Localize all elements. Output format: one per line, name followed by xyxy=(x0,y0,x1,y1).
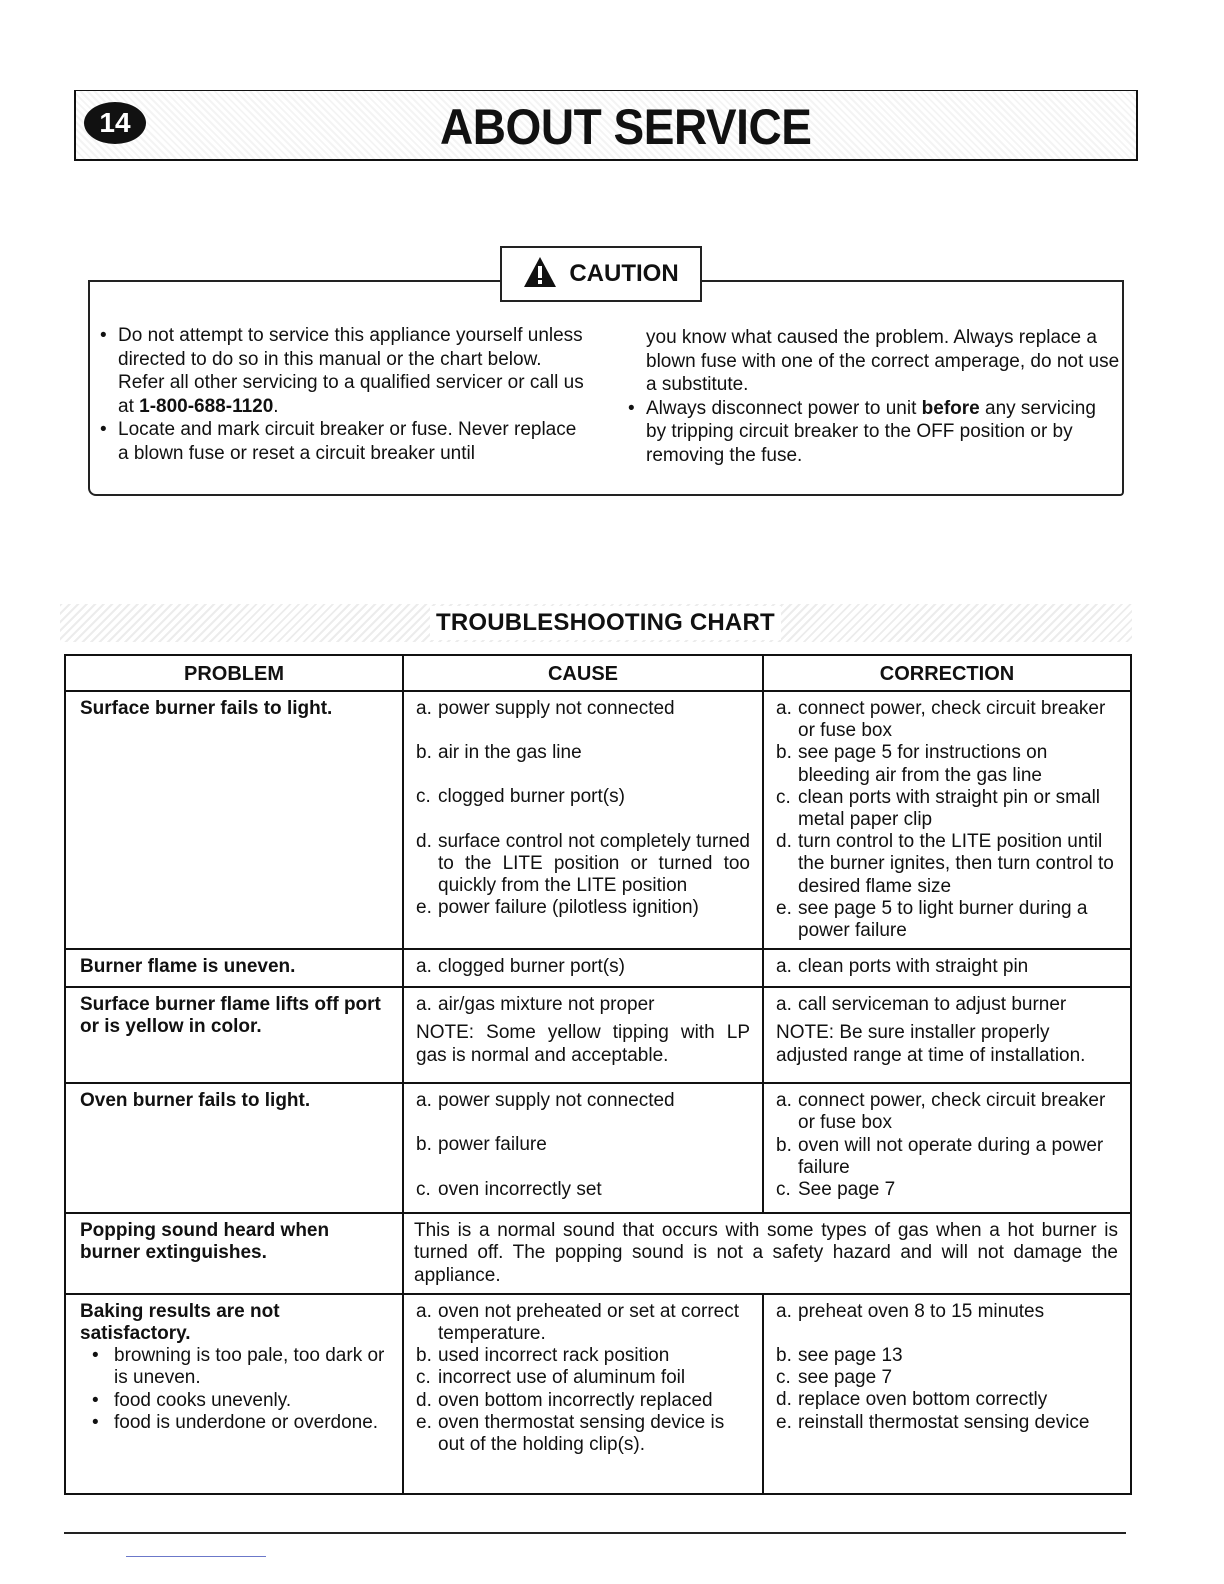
caution-bullet xyxy=(96,418,588,465)
cause-item: d. surface control not completely turned to the LITE position or turned too quickly from the LITE position xyxy=(416,830,750,897)
column-header-correction: CORRECTION xyxy=(763,655,1131,691)
caution-divider xyxy=(700,280,1122,282)
cause-item: c. oven incorrectly set xyxy=(416,1178,602,1200)
caution-bullet-text: Do not attempt to service this appliance yourself unless directed to do so in this manual or the chart below. Refer all other servicing to a qualified servicer or call us at xyxy=(118,325,584,417)
troubleshooting-table xyxy=(64,654,1132,1495)
caution-divider xyxy=(88,280,502,282)
table-header-row xyxy=(65,655,1131,691)
cause-item: a. air/gas mixture not proper xyxy=(416,994,655,1016)
cause-cell xyxy=(403,1294,763,1494)
problem-cell: Oven burner fails to light. xyxy=(65,1083,403,1213)
correction-cell xyxy=(763,691,1131,949)
caution-label xyxy=(500,246,702,302)
problem-cell: Popping sound heard when burner extinguishes. xyxy=(65,1213,403,1294)
cause-item: b. air in the gas line xyxy=(416,742,582,764)
problem-cell: Surface burner fails to light. xyxy=(65,691,403,949)
cause-cell xyxy=(403,691,763,949)
problem-bullet: • food is underdone or overdone. xyxy=(80,1412,390,1434)
footer-rule xyxy=(64,1532,1126,1534)
correction-item: c. clean ports with straight pin or small metal paper clip xyxy=(776,786,1101,831)
correction-cell xyxy=(763,949,1131,987)
correction-item: a. preheat oven 8 to 15 minutes xyxy=(776,1300,1045,1322)
merged-cause-correction-cell: This is a normal sound that occurs with some types of gas when a hot burner is turned off. The popping sound is not a safety hazard and will not damage the appliance. xyxy=(403,1213,1131,1294)
cause-item: e. power failure (pilotless ignition) xyxy=(416,897,699,919)
correction-item: a. clean ports with straight pin xyxy=(776,956,1029,978)
cause-item: a. power supply not connected xyxy=(416,698,675,719)
cause-item: a. oven not preheated or set at correct temperature. xyxy=(416,1300,740,1345)
correction-item: c. See page 7 xyxy=(776,1179,896,1201)
correction-cell xyxy=(763,1083,1131,1213)
correction-item: b. see page 5 for instructions on bleeding air from the gas line xyxy=(776,742,1048,786)
correction-item: e. reinstall thermostat sensing device xyxy=(776,1411,1090,1433)
caution-bullet xyxy=(96,324,588,418)
problem-cell: Surface burner flame lifts off port or is yellow in color. xyxy=(65,987,403,1083)
correction-cell xyxy=(763,1294,1131,1494)
caution-emphasis: before xyxy=(921,397,980,419)
cause-item: c. clogged burner port(s) xyxy=(416,786,625,808)
caution-bullet-end: . xyxy=(273,395,279,417)
cause-item: b. used incorrect rack position xyxy=(416,1345,670,1367)
problem-bullet: • browning is too pale, too dark or is uneven. xyxy=(80,1345,390,1389)
chart-title: TROUBLESHOOTING CHART xyxy=(430,606,781,640)
correction-item: a. connect power, check circuit breaker or fuse box xyxy=(776,1090,1106,1134)
cause-item: e. oven thermostat sensing device is out of the holding clip(s). xyxy=(416,1411,725,1456)
phone-number: 1-800-688-1120 xyxy=(139,395,274,417)
footer-accent-rule xyxy=(126,1556,266,1557)
column-header-problem: PROBLEM xyxy=(65,655,403,691)
correction-item: b. see page 13 xyxy=(776,1345,903,1367)
cause-note: NOTE: Some yellow tipping with LP gas is normal and acceptable. xyxy=(416,1022,750,1066)
cause-item: c. incorrect use of aluminum foil xyxy=(416,1367,686,1389)
table-row xyxy=(65,949,1131,987)
correction-item: a. call serviceman to adjust burner xyxy=(776,994,1067,1016)
correction-cell xyxy=(763,987,1131,1083)
page-title: ABOUT SERVICE xyxy=(440,99,812,155)
caution-column-left xyxy=(96,324,588,465)
cause-item: d. oven bottom incorrectly replaced xyxy=(416,1389,713,1411)
caution-continued-text: you know what caused the problem. Always replace a blown fuse with one of the correct amperage, do not use a substitute. xyxy=(646,327,1120,395)
caution-bullet-text: Always disconnect power to unit xyxy=(646,397,922,419)
cause-item: b. power failure xyxy=(416,1134,547,1156)
caution-bullet-text: any servicing by tripping circuit breaker to the OFF position or by removing the fuse. xyxy=(646,397,1096,466)
correction-note: NOTE: Be sure installer properly adjusted range at time of installation. xyxy=(776,1022,1086,1066)
correction-item: d. turn control to the LITE position until the burner ignites, then turn control to desired flame size xyxy=(776,831,1114,897)
correction-item: a. connect power, check circuit breaker or fuse box xyxy=(776,698,1106,742)
column-header-cause: CAUSE xyxy=(403,655,763,691)
cause-cell xyxy=(403,987,763,1083)
problem-cell xyxy=(65,1294,403,1494)
correction-item: b. oven will not operate during a power failure xyxy=(776,1134,1104,1178)
caution-text: CAUTION xyxy=(569,260,679,287)
correction-item: e. see page 5 to light burner during a power failure xyxy=(776,897,1088,942)
cause-cell xyxy=(403,949,763,987)
table-row xyxy=(65,987,1131,1083)
table-row xyxy=(65,1213,1131,1294)
problem-bullet: • food cooks unevenly. xyxy=(80,1390,390,1412)
table-row xyxy=(65,1083,1131,1213)
problem-cell: Burner flame is uneven. xyxy=(65,949,403,987)
caution-bullet-text: Locate and mark circuit breaker or fuse. Never replace a blown fuse or reset a circuit breaker until xyxy=(118,419,577,464)
table-row xyxy=(65,691,1131,949)
warning-triangle-icon xyxy=(523,255,557,294)
table-row xyxy=(65,1294,1131,1494)
problem-text: Baking results are not satisfactory. xyxy=(80,1300,280,1345)
cause-cell xyxy=(403,1083,763,1213)
correction-item: d. replace oven bottom correctly xyxy=(776,1389,1048,1411)
cause-item: a. power supply not connected xyxy=(416,1090,675,1112)
caution-column-right xyxy=(624,326,1120,467)
caution-bullet xyxy=(624,397,1120,468)
cause-item: a. clogged burner port(s) xyxy=(416,956,625,978)
section-number-badge: 14 xyxy=(84,102,146,144)
correction-item: c. see page 7 xyxy=(776,1367,893,1389)
